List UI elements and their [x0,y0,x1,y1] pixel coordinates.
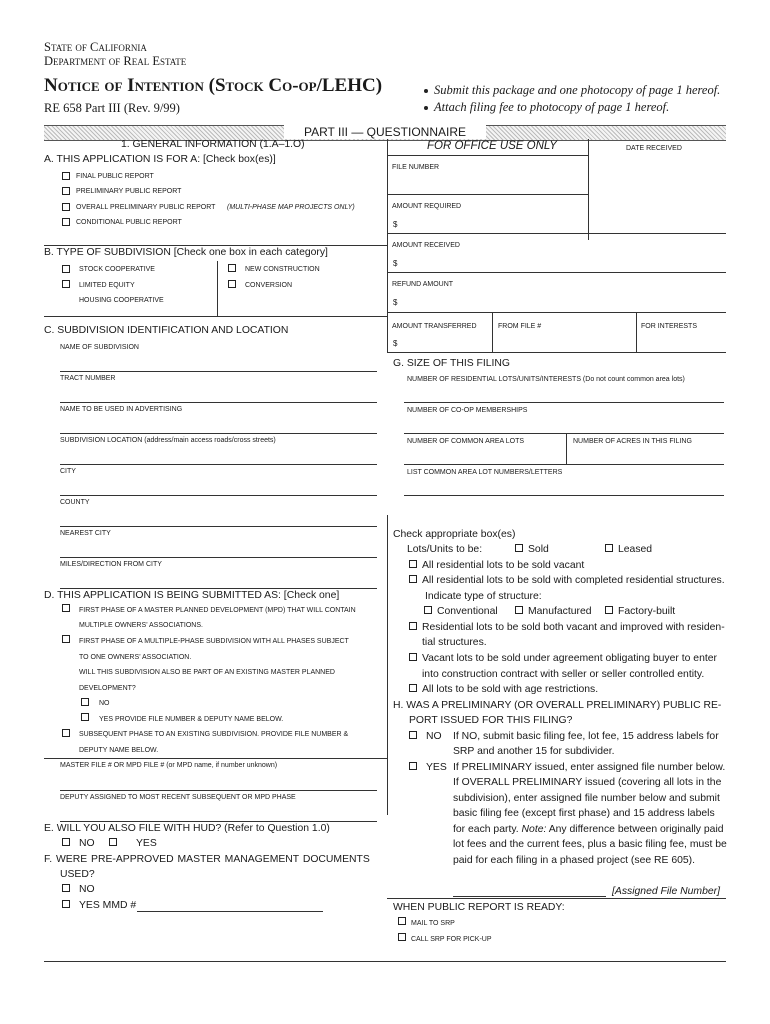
manufactured-checkbox[interactable] [515,606,523,614]
field-label: NUMBER OF COMMON AREA LOTS [407,438,525,445]
field-label: LIST COMMON AREA LOT NUMBERS/LETTERS [407,469,563,476]
option-text: All residential lots to be sold vacant [422,560,585,571]
field-label: NAME TO BE USED IN ADVERTISING [60,406,183,413]
dollar-sign: $ [393,220,398,229]
option-text: CALL SRP FOR PICK-UP [411,936,492,943]
rule [387,352,726,353]
mpd-no-checkbox[interactable] [81,698,89,706]
report-yes-checkbox[interactable] [409,762,417,770]
rule [387,312,726,313]
section-g-label: G. SIZE OF THIS FILING [393,358,511,369]
dollar-sign: $ [393,259,398,268]
section-e-label: E. WILL YOU ALSO FILE WITH HUD? (Refer to Question 1.0) [44,823,330,834]
option-text: Conventional [437,606,498,617]
rule [387,898,726,899]
bullet-icon [424,106,428,110]
option-text: FIRST PHASE OF A MULTIPLE-PHASE SUBDIVISION WITH ALL PHASES SUBJECT [79,638,349,645]
checkbox-label: CONVERSION [245,282,293,289]
when-ready-label: WHEN PUBLIC REPORT IS READY: [393,902,565,913]
note-pre: for each party. [453,824,522,835]
option-text: YES [136,838,157,849]
option-text: Manufactured [528,606,592,617]
checkbox-label: OVERALL PRELIMINARY PUBLIC REPORT [76,204,216,211]
option-text: TO ONE OWNERS’ ASSOCIATION. [79,654,192,661]
checkbox-note: (MULTI-PHASE MAP PROJECTS ONLY) [227,204,355,211]
rule [44,758,387,759]
preliminary-public-report-checkbox[interactable] [62,187,70,195]
instruction-1: Submit this package and one photocopy of page 1 hereof. [434,83,721,97]
conditional-public-report-checkbox[interactable] [62,218,70,226]
deputy-field[interactable] [60,821,377,822]
miles-direction-field[interactable] [60,588,377,589]
option-text: NO [79,838,95,849]
part-title: PART III — QUESTIONNAIRE [284,125,486,139]
field-label: COUNTY [60,499,90,506]
option-text: NO [99,700,110,707]
sold-vacant-checkbox[interactable] [409,560,417,568]
option-text: Leased [618,544,653,555]
residential-lots-field[interactable] [404,402,724,403]
section-b-label: B. TYPE OF SUBDIVISION [Check one box in each category] [44,247,328,258]
note-post: Any difference between originally paid [546,824,724,835]
option-text: NO [79,884,95,895]
checkbox-label: PRELIMINARY PUBLIC REPORT [76,188,182,195]
from-file-label: FROM FILE # [498,323,542,330]
option-text: YES PROVIDE FILE NUMBER & DEPUTY NAME BELOW. [99,716,284,723]
mmd-no-checkbox[interactable] [62,884,70,892]
multi-phase-first-checkbox[interactable] [62,635,70,643]
column-divider-lower [387,515,388,815]
option-text: basic filing fee (except first phase) and 15 address labels [453,808,715,819]
checkbox-label: STOCK COOPERATIVE [79,266,155,273]
option-text: Vacant lots to be sold under agreement obligating buyer to enter [422,653,717,664]
field-label: NUMBER OF ACRES IN THIS FILING [573,438,692,445]
overall-preliminary-checkbox[interactable] [62,203,70,211]
dollar-sign: $ [393,298,398,307]
rule [387,272,726,273]
form-title: Notice of Intention (Stock Co-op/LEHC) [44,75,383,96]
limited-equity-checkbox[interactable] [62,280,70,288]
file-number-label: FILE NUMBER [392,164,440,171]
option-text: All lots to be sold with age restrictions. [422,684,599,695]
rule [44,245,387,246]
field-label: NEAREST CITY [60,530,111,537]
mail-to-srp-checkbox[interactable] [398,917,406,925]
office-divider [588,139,589,240]
master-file-field[interactable] [60,790,377,791]
section-a-label: A. THIS APPLICATION IS FOR A: [Check box(es)] [44,154,276,165]
option-text: WILL THIS SUBDIVISION ALSO BE PART OF AN EXISTING MASTER PLANNED [79,669,335,676]
refund-amount-label: REFUND AMOUNT [392,281,454,288]
option-text: SRP and another 15 for subdivider. [453,746,615,757]
rule [387,194,588,195]
option-text: DEVELOPMENT? [79,685,136,692]
call-srp-checkbox[interactable] [398,933,406,941]
date-received-label: DATE RECEIVED [626,145,682,152]
age-restrictions-checkbox[interactable] [409,684,417,692]
option-text: If OVERALL PRELIMINARY issued (covering all lots in the [453,777,722,788]
note-line [453,824,724,835]
common-lot-list-field[interactable] [404,495,724,496]
section-d-label: D. THIS APPLICATION IS BEING SUBMITTED AS: [Check one] [44,590,340,601]
option-text: Sold [528,544,549,555]
nearest-city-field[interactable] [60,557,377,558]
sold-checkbox[interactable] [515,544,523,552]
rule [44,316,387,317]
tract-number-field[interactable] [60,402,377,403]
field-label: TRACT NUMBER [60,375,116,382]
section-1-title: 1. GENERAL INFORMATION (1.A–1.O) [121,139,305,150]
factory-built-checkbox[interactable] [605,606,613,614]
field-divider [566,433,567,464]
mmd-number-field[interactable] [137,911,323,912]
hud-yes-checkbox[interactable] [109,838,117,846]
check-instruction: Check appropriate box(es) [393,529,516,540]
option-text: paid for each filing in a phased project (see RE 605). [453,855,696,866]
leased-checkbox[interactable] [605,544,613,552]
assigned-file-number-field[interactable] [453,896,606,897]
bullet-icon [424,89,428,93]
field-label: DEPUTY ASSIGNED TO MOST RECENT SUBSEQUENT OR MPD PHASE [60,794,296,801]
subsequent-phase-checkbox[interactable] [62,729,70,737]
form-number: RE 658 Part III (Rev. 9/99) [44,101,180,115]
section-h-label: H. WAS A PRELIMINARY (OR OVERALL PRELIMINARY) PUBLIC RE- [393,700,722,711]
mpd-first-phase-checkbox[interactable] [62,604,70,612]
final-public-report-checkbox[interactable] [62,172,70,180]
field-label: MASTER FILE # OR MPD FILE # (or MPD name, if number unknown) [60,762,278,769]
county-field[interactable] [60,526,377,527]
option-text: YES [426,762,447,773]
option-text: If NO, submit basic filing fee, lot fee, 15 address labels for [453,731,719,742]
construction-contract-checkbox[interactable] [409,653,417,661]
column-divider [387,139,388,352]
note-label: Note: [521,824,547,835]
option-text: into construction contract with seller or seller controlled entity. [422,669,705,680]
conventional-checkbox[interactable] [424,606,432,614]
mpd-yes-checkbox[interactable] [81,713,89,721]
mmd-yes-checkbox[interactable] [62,900,70,908]
amount-transferred-label: AMOUNT TRANSFERRED [392,323,477,330]
field-label: MILES/DIRECTION FROM CITY [60,561,162,568]
field-label: NAME OF SUBDIVISION [60,344,139,351]
section-h-label-cont: PORT ISSUED FOR THIS FILING? [409,715,573,726]
stock-cooperative-checkbox[interactable] [62,265,70,273]
checkbox-label: FINAL PUBLIC REPORT [76,173,154,180]
instruction-2: Attach filing fee to photocopy of page 1 hereof. [434,100,670,114]
common-area-acres-field[interactable] [404,464,724,465]
for-interests-label: FOR INTERESTS [641,323,698,330]
field-label: CITY [60,468,76,475]
option-text: MULTIPLE OWNERS’ ASSOCIATIONS. [79,622,203,629]
option-text: MAIL TO SRP [411,920,455,927]
option-text: lot fees and the current fees, plus a basic filing fee, must be [453,839,727,850]
name-of-subdivision-field[interactable] [60,371,377,372]
section-c-label: C. SUBDIVISION IDENTIFICATION AND LOCATION [44,325,289,336]
coop-memberships-field[interactable] [404,433,724,434]
agency-line-1: State of California [44,40,147,54]
hud-no-checkbox[interactable] [62,838,70,846]
field-label: SUBDIVISION LOCATION (address/main access roads/cross streets) [60,437,276,444]
structure-type-label: Indicate type of structure: [425,591,542,602]
amount-received-label: AMOUNT RECEIVED [392,242,460,249]
amount-required-label: AMOUNT REQUIRED [392,203,462,210]
option-text: DEPUTY NAME BELOW. [79,747,159,754]
checkbox-label: CONDITIONAL PUBLIC REPORT [76,219,182,226]
option-text: Factory-built [618,606,676,617]
section-f-label: F. WERE PRE-APPROVED MASTER MANAGEMENT DOCUMENTS [44,854,370,865]
column-divider-b [217,261,218,316]
option-text: NO [426,731,442,742]
checkbox-label: NEW CONSTRUCTION [245,266,320,273]
advertising-name-field[interactable] [60,433,377,434]
office-use-title: FOR OFFICE USE ONLY [427,140,557,152]
field-label: NUMBER OF RESIDENTIAL LOTS/UNITS/INTERESTS (Do not count common area lots) [407,376,685,383]
option-text: FIRST PHASE OF A MASTER PLANNED DEVELOPMENT (MPD) THAT WILL CONTAIN [79,607,356,614]
bottom-rule [44,961,726,962]
rule [387,155,588,156]
checkbox-label: HOUSING COOPERATIVE [79,297,164,304]
report-no-checkbox[interactable] [409,731,417,739]
new-construction-checkbox[interactable] [228,264,236,272]
office-divider [636,312,637,352]
option-text: subdivision), enter assigned file number below and submit [453,793,720,804]
checkbox-label: LIMITED EQUITY [79,282,135,289]
completed-structures-checkbox[interactable] [409,575,417,583]
city-field[interactable] [60,495,377,496]
rule [387,233,726,234]
agency-line-2: Department of Real Estate [44,54,187,68]
lots-units-label: Lots/Units to be: [407,544,483,555]
option-text: tial structures. [422,637,487,648]
option-text: YES MMD # [79,900,137,911]
option-text: Residential lots to be sold both vacant and improved with residen- [422,622,725,633]
conversion-checkbox[interactable] [228,280,236,288]
option-text: If PRELIMINARY issued, enter assigned file number below. [453,762,726,773]
vacant-and-improved-checkbox[interactable] [409,622,417,630]
assigned-file-label: [Assigned File Number] [612,886,720,897]
office-divider [492,312,493,352]
location-field[interactable] [60,464,377,465]
option-text: SUBSEQUENT PHASE TO AN EXISTING SUBDIVISION. PROVIDE FILE NUMBER & [79,731,349,738]
dollar-sign: $ [393,339,398,348]
section-f-label-cont: USED? [60,869,95,880]
field-label: NUMBER OF CO-OP MEMBERSHIPS [407,407,528,414]
option-text: All residential lots to be sold with completed residential structures. [422,575,725,586]
